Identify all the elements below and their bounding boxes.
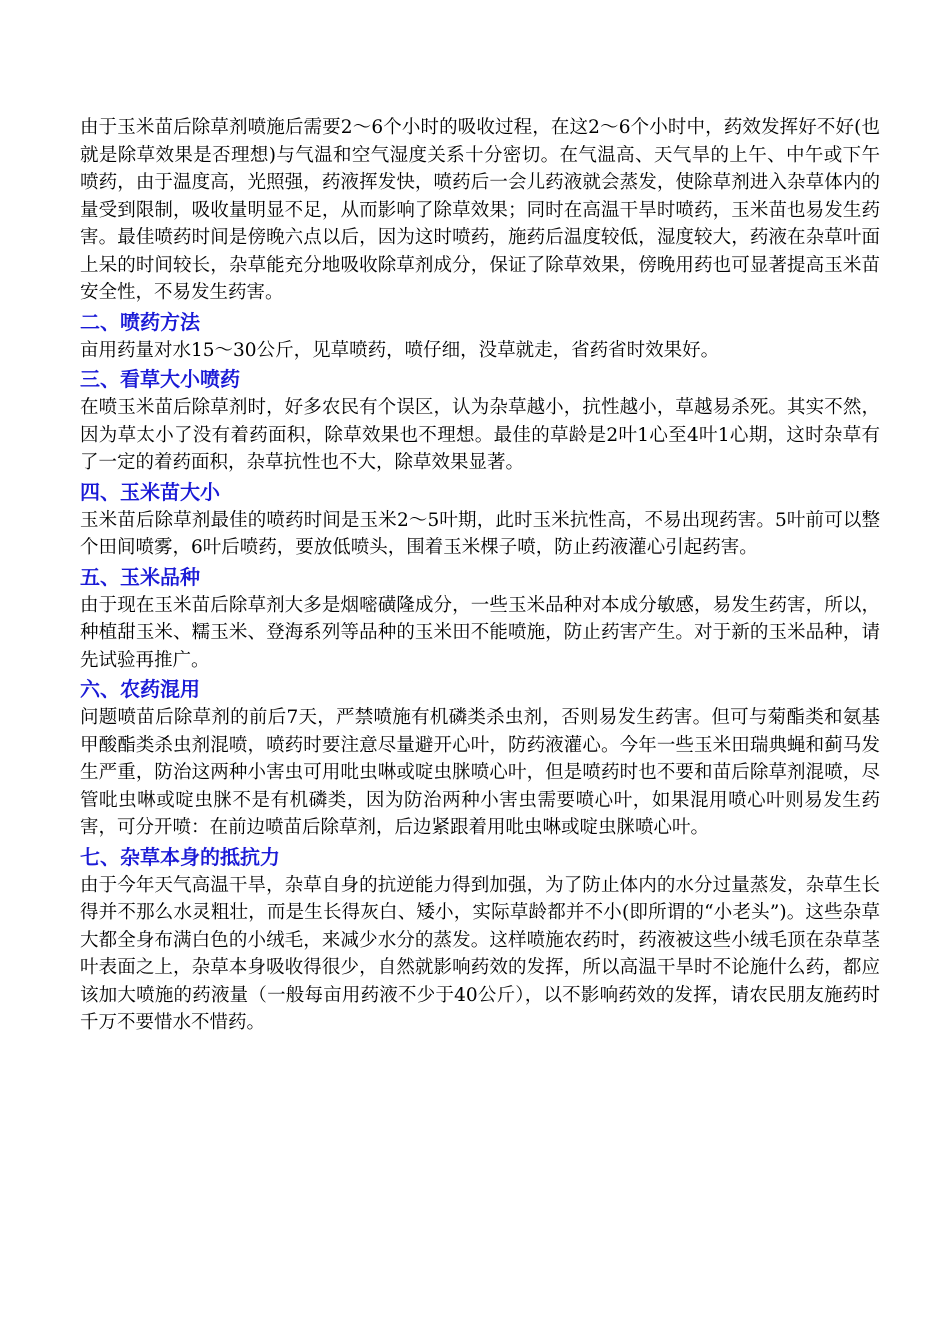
section-heading-seedling-size: 四、玉米苗大小 <box>80 479 220 504</box>
section-heading-weed-size: 三、看草大小喷药 <box>80 367 240 391</box>
section-body-weed-resistance: 由于今年天气高温干旱，杂草自身的抗逆能力得到加强，为了防止体内的水分过量蒸发，杂草生长得并不那么水灵粗壮，而是生长得灰白、矮小，实际草龄都并不小(即所谓的“小老头”)。这些杂草大都全身布满白色的小绒毛，来减少水分的蒸发。这样喷施农药时，药液被这些小绒毛顶在杂草茎叶表面之上，杂草本身吸收得很少，自然就影响药效的发挥，所以高温干旱时不论施什么药，都应该加大喷施的药液量（一般每亩用药液不少于40公斤），以不影响药效的发挥，请农民朋友施药时千万不要惜水不惜药。 <box>80 874 880 1033</box>
section-body-pesticide-mixing: 问题喷苗后除草剂的前后7天，严禁喷施有机磷类杀虫剂，否则易发生药害。但可与菊酯类和氨基甲酸酯类杀虫剂混喷，喷药时要注意尽量避开心叶，防药液灌心。今年一些玉米田瑞典蝇和蓟马发生严重，防治这两种小害虫可用吡虫啉或啶虫脒喷心叶，但是喷药时也不要和苗后除草剂混喷，尽管吡虫啉或啶虫脒不是有机磷类，因为防治两种小害虫需要喷心叶，如果混用喷心叶则易发生药害，可分开喷：在前边喷苗后除草剂，后边紧跟着用吡虫啉或啶虫脒喷心叶。 <box>80 707 880 838</box>
section-heading-pesticide-mixing: 六、农药混用 <box>80 677 200 701</box>
section-heading-corn-variety: 五、玉米品种 <box>80 564 200 589</box>
intro-paragraph: 由于玉米苗后除草剂喷施后需要2～6个小时的吸收过程，在这2～6个小时中，药效发挥好不好(也就是除草效果是否理想)与气温和空气湿度关系十分密切。在气温高、天气旱的上午、中午或下午喷药，由于温度高，光照强，药液挥发快，喷药后一会儿药液就会蒸发，使除草剂进入杂草体内的量受到限制，吸收量明显不足，从而影响了除草效果；同时在高温干旱时喷药，玉米苗也易发生药害。最佳喷药时间是傍晚六点以后，因为这时喷药，施药后温度较低，湿度较大，药液在杂草叶面上呆的时间较长，杂草能充分地吸收除草剂成分，保证了除草效果，傍晚用药也可显著提高玉米苗安全性，不易发生药害。 <box>80 117 880 303</box>
section-heading-weed-resistance: 七、杂草本身的抵抗力 <box>80 844 280 869</box>
section-body-corn-variety: 由于现在玉米苗后除草剂大多是烟嘧磺隆成分，一些玉米品种对本成分敏感，易发生药害，所以，种植甜玉米、糯玉米、登海系列等品种的玉米田不能喷施，防止药害产生。对于新的玉米品种，请先试验再推广。 <box>80 594 880 671</box>
section-body-spray-method: 亩用药量对水15～30公斤，见草喷药，喷仔细，没草就走，省药省时效果好。 <box>80 339 720 361</box>
document-page <box>80 114 880 1037</box>
section-body-weed-size: 在喷玉米苗后除草剂时，好多农民有个误区，认为杂草越小，抗性越小，草越易杀死。其实不然，因为草太小了没有着药面积，除草效果也不理想。最佳的草龄是2叶1心至4叶1心期，这时杂草有了一定的着药面积，杂草抗性也不大，除草效果显著。 <box>80 397 880 473</box>
section-body-seedling-size: 玉米苗后除草剂最佳的喷药时间是玉米2～5叶期，此时玉米抗性高，不易出现药害。5叶前可以整个田间喷雾，6叶后喷药，要放低喷头，围着玉米棵子喷，防止药液灌心引起药害。 <box>80 509 880 558</box>
section-heading-spray-method: 二、喷药方法 <box>80 309 200 334</box>
